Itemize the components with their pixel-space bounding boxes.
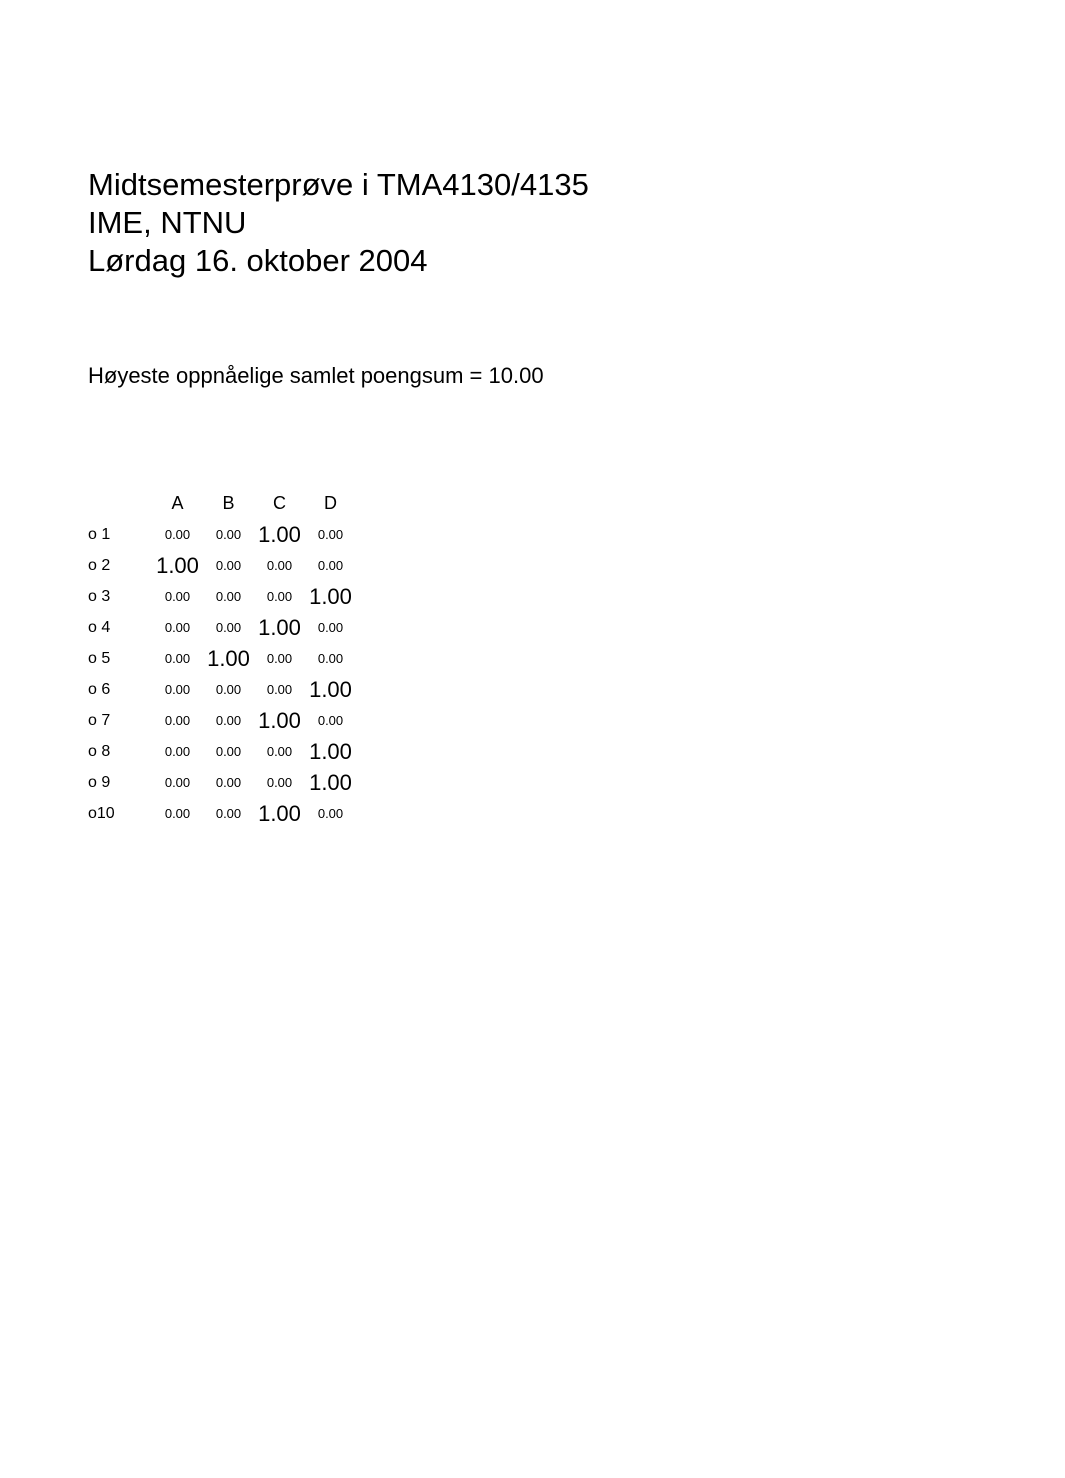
score-cell-b: 0.00 [215,527,242,542]
institution: IME, NTNU [88,205,247,240]
score-cell-d: 0.00 [317,651,344,666]
table-row [84,581,356,612]
score-cell-c: 0.00 [266,558,293,573]
question-label: o 9 [88,773,111,791]
score-cell-b: 0.00 [215,744,242,759]
score-cell-b: 0.00 [215,589,242,604]
question-label: o10 [88,804,115,822]
column-header-b: B [222,493,235,513]
table-row [84,550,356,581]
correct-score-cell-d: 1.00 [309,769,352,795]
question-label: o 3 [88,587,111,605]
column-header-a: A [171,493,184,513]
table-row [84,705,356,736]
score-cell-b: 0.00 [215,682,242,697]
score-cell-d: 0.00 [317,527,344,542]
table-row [84,767,356,798]
question-label: o 6 [88,680,111,698]
correct-score-cell-d: 1.00 [309,583,352,609]
score-cell-a: 0.00 [164,589,191,604]
score-cell-b: 0.00 [215,806,242,821]
table-row [84,798,356,829]
score-cell-b: 0.00 [215,558,242,573]
score-cell-d: 0.00 [317,713,344,728]
table-row [84,736,356,767]
correct-score-cell-c: 1.00 [258,707,301,733]
answer-key-table [84,488,356,829]
answer-rows [84,519,356,829]
max-score-text: Høyeste oppnåelige samlet poengsum = 10.00 [88,363,544,388]
question-label: o 1 [88,525,111,543]
question-label: o 7 [88,711,111,729]
correct-score-cell-b: 1.00 [207,645,250,671]
score-cell-b: 0.00 [215,620,242,635]
exam-date: Lørdag 16. oktober 2004 [88,243,428,278]
question-label: o 5 [88,649,111,667]
score-cell-b: 0.00 [215,713,242,728]
question-label: o 8 [88,742,111,760]
table-header-row [84,488,356,519]
score-cell-a: 0.00 [164,682,191,697]
question-label: o 4 [88,618,111,636]
score-cell-a: 0.00 [164,527,191,542]
score-cell-d: 0.00 [317,806,344,821]
score-cell-d: 0.00 [317,558,344,573]
question-label: o 2 [88,556,111,574]
corner-cell [84,488,152,519]
score-cell-a: 0.00 [164,775,191,790]
score-cell-a: 0.00 [164,713,191,728]
column-header-c: C [273,493,286,513]
column-header-d: D [324,493,337,513]
correct-score-cell-d: 1.00 [309,676,352,702]
score-cell-a: 0.00 [164,620,191,635]
table-row [84,643,356,674]
table-row [84,519,356,550]
score-cell-c: 0.00 [266,682,293,697]
score-cell-d: 0.00 [317,620,344,635]
score-cell-c: 0.00 [266,744,293,759]
score-cell-a: 0.00 [164,651,191,666]
correct-score-cell-d: 1.00 [309,738,352,764]
exam-title: Midtsemesterprøve i TMA4130/4135 [88,167,589,202]
correct-score-cell-c: 1.00 [258,521,301,547]
correct-score-cell-c: 1.00 [258,614,301,640]
correct-score-cell-a: 1.00 [156,552,199,578]
correct-score-cell-c: 1.00 [258,800,301,826]
score-cell-c: 0.00 [266,651,293,666]
table-row [84,612,356,643]
score-cell-a: 0.00 [164,806,191,821]
score-cell-c: 0.00 [266,589,293,604]
score-cell-c: 0.00 [266,775,293,790]
document-header [88,166,589,280]
score-cell-a: 0.00 [164,744,191,759]
score-cell-b: 0.00 [215,775,242,790]
table-row [84,674,356,705]
